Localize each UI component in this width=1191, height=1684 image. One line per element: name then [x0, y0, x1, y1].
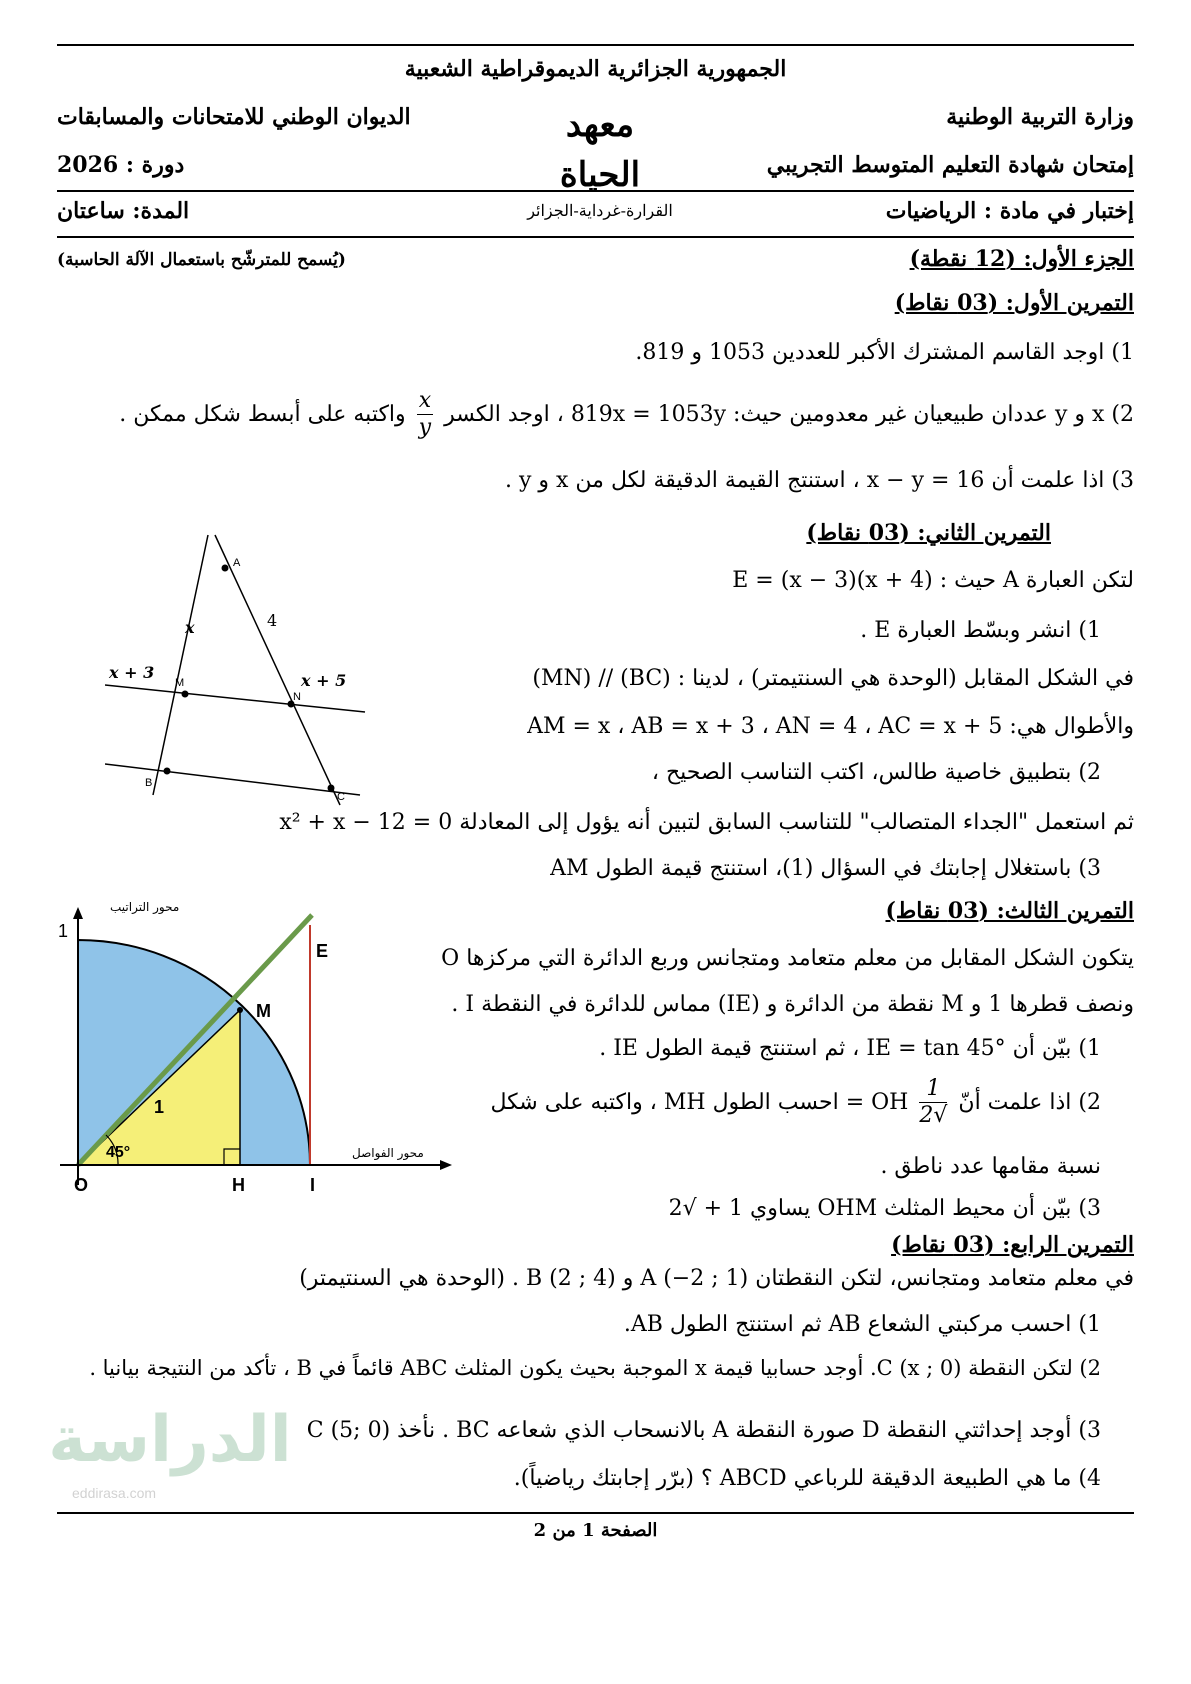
- label-4: 4: [267, 611, 278, 630]
- exam-office: الديوان الوطني للامتحانات والمسابقات: [57, 104, 411, 130]
- label-x-plus-3: x + 3: [109, 663, 155, 682]
- label-i: I: [310, 1175, 316, 1195]
- ex1-q2-text-a: 2) x و y عددان طبيعيان غير معدومين حيث: 819x = 1053y ، اوجد الكسر: [444, 401, 1134, 427]
- ex2-q2b: ثم استعمل "الجداء المتصالب" للتناسب السابق لتبين أنه يؤول إلى المعادلة x² + x − 12 = 0: [279, 810, 1134, 835]
- ex3-q2c: نسبة مقامها عدد ناطق .: [880, 1154, 1101, 1179]
- ex3-line2: ونصف قطرها 1 و M نقطة من الدائرة و (IE) مماس للدائرة في النقطة I .: [451, 992, 1134, 1017]
- ex4-q1: 1) احسب مركبتي الشعاع AB ثم استنتج الطول AB.: [623, 1312, 1101, 1337]
- subject: إختبار في مادة : الرياضيات: [885, 198, 1134, 224]
- institute-logo: [525, 100, 675, 220]
- ex3-q2-text-a: 2) اذا علمت أنّ: [958, 1089, 1101, 1115]
- exam-name: إمتحان شهادة التعليم المتوسط التجريبي: [766, 152, 1134, 178]
- ex3-line1: يتكون الشكل المقابل من معلم متعامد ومتجانس وربع الدائرة التي مركزها O: [441, 946, 1134, 971]
- y-axis-label: محور التراتيب: [110, 900, 180, 914]
- ministry: وزارة التربية الوطنية: [946, 104, 1134, 130]
- point-b: [164, 768, 171, 775]
- ex3-q2-fraction: [919, 1076, 947, 1130]
- ex3-q2-text-b: OH = احسب الطول MH ، واكتبه على شكل: [490, 1089, 909, 1115]
- ex3-q1: 1) بيّن أن IE = tan 45° ، ثم استنتج قيمة الطول IE .: [599, 1036, 1101, 1061]
- subject-rule: [57, 236, 1134, 238]
- session: دورة : 2026: [57, 152, 185, 178]
- label-b: B: [145, 777, 153, 789]
- x-axis-label: محور الفواصل: [352, 1146, 424, 1160]
- ex4-q4: 4) ما هي الطبيعة الدقيقة للرباعي ABCD ؟ (برّر إجابتك رياضياً).: [513, 1466, 1101, 1491]
- angle-label: 45°: [106, 1144, 131, 1161]
- logo-subtitle: القرارة-غرداية-الجزائر: [527, 201, 673, 220]
- ex4-intro: في معلم متعامد ومتجانس، لتكن النقطتان A (−2 ; 1) و B (2 ; 4) . (الوحدة هي السنتيمتر): [299, 1266, 1134, 1291]
- frac-numerator: 1: [919, 1076, 947, 1103]
- ex2-intro: لتكن العبارة A حيث : E = (x − 3)(x + 4): [732, 568, 1134, 593]
- line-ac: [215, 535, 340, 805]
- label-m: M: [256, 1001, 271, 1021]
- header-rule: [57, 190, 1134, 192]
- frac-numerator: x: [417, 388, 433, 415]
- ex1-q1: 1) اوجد القاسم المشترك الأكبر للعددين 1053 و 819.: [635, 340, 1134, 365]
- line-ab: [153, 535, 208, 795]
- duration: المدة: ساعتان: [57, 198, 190, 224]
- ex4-title: التمرين الرابع: (03 نقاط): [891, 1232, 1134, 1258]
- label-c: C: [337, 791, 345, 803]
- watermark-text: الدراسة: [48, 1403, 292, 1477]
- ex2-q1: 1) انشر وبسّط العبارة E .: [860, 618, 1101, 643]
- top-rule: [57, 44, 1134, 46]
- ex2-figure-text: في الشكل المقابل (الوحدة هي السنتيمتر) ، لدينا : (BC) // (MN): [532, 666, 1134, 691]
- label-a: A: [233, 557, 241, 569]
- quarter-circle-figure: [40, 895, 460, 1205]
- watermark-logo: [40, 1395, 300, 1525]
- label-e: E: [316, 941, 329, 961]
- point-a: [222, 565, 229, 572]
- ex2-q3: 3) باستغلال إجابتك في السؤال (1)، استنتج قيمة الطول AM: [550, 856, 1101, 881]
- ex1-q2-text-b: واكتبه على أبسط شكل ممكن .: [119, 401, 406, 427]
- republic-title: الجمهورية الجزائرية الديموقراطية الشعبية: [404, 56, 787, 82]
- label-o: O: [74, 1175, 89, 1195]
- point-m: [237, 1007, 243, 1013]
- calculator-note: (يُسمح للمترشّح باستعمال الآلة الحاسبة): [57, 250, 346, 270]
- line-bc: [105, 764, 360, 795]
- y-unit-label: 1: [58, 921, 69, 941]
- watermark-site: eddirasa.com: [72, 1485, 157, 1501]
- ex1-q3: 3) اذا علمت أن x − y = 16 ، استنتج القيمة الدقيقة لكل من x و y .: [504, 468, 1134, 493]
- x-axis-arrow-icon: [440, 1160, 452, 1170]
- label-x: x: [185, 618, 195, 637]
- page-number: الصفحة 1 من 2: [533, 1520, 658, 1541]
- ex1-q2-fraction: [417, 388, 433, 442]
- point-c: [328, 785, 335, 792]
- ex3-title: التمرين الثالث: (03 نقاط): [885, 898, 1134, 924]
- ex2-lengths: والأطوال هي: AM = x ، AB = x + 3 ، AN = 4 ، AC = x + 5: [527, 714, 1134, 739]
- ex1-q2: [119, 388, 1134, 442]
- footer-rule: [57, 1512, 1134, 1514]
- ex2-title: التمرين الثاني: (03 نقاط): [806, 520, 1051, 546]
- ex4-q3: 3) أوجد إحداثتي النقطة D صورة النقطة A بالانسحاب الذي شعاعه BC . نأخذ C (5; 0): [306, 1418, 1101, 1443]
- frac-denominator: √2: [919, 1103, 948, 1129]
- label-h: H: [232, 1175, 245, 1195]
- label-n: N: [293, 691, 301, 703]
- ex4-q2: 2) لتكن النقطة C (x ; 0). أوجد حسابيا قيمة x الموجبة بحيث يكون المثلث ABC قائماً في B ، تأكد من النتيجة بيانيا .: [89, 1356, 1101, 1380]
- y-axis-arrow-icon: [73, 907, 83, 919]
- frac-denominator: y: [418, 415, 432, 441]
- ex1-title: التمرين الأول: (03 نقاط): [894, 290, 1134, 316]
- ex3-q2: [491, 1076, 1102, 1130]
- label-m: M: [175, 677, 185, 689]
- thales-figure: [105, 530, 385, 810]
- part1-title: الجزء الأول: (12 نقطة): [909, 246, 1134, 272]
- logo-name: معهد الحياة: [559, 105, 641, 195]
- label-x-plus-5: x + 5: [301, 671, 347, 690]
- point-m: [182, 691, 189, 698]
- ex2-q2a: 2) بتطبيق خاصية طالس، اكتب التناسب الصحيح ،: [651, 760, 1101, 785]
- radius-label: 1: [154, 1097, 165, 1117]
- ex3-q3: 3) بيّن أن محيط المثلث OHM يساوي 1 + √2: [668, 1196, 1101, 1221]
